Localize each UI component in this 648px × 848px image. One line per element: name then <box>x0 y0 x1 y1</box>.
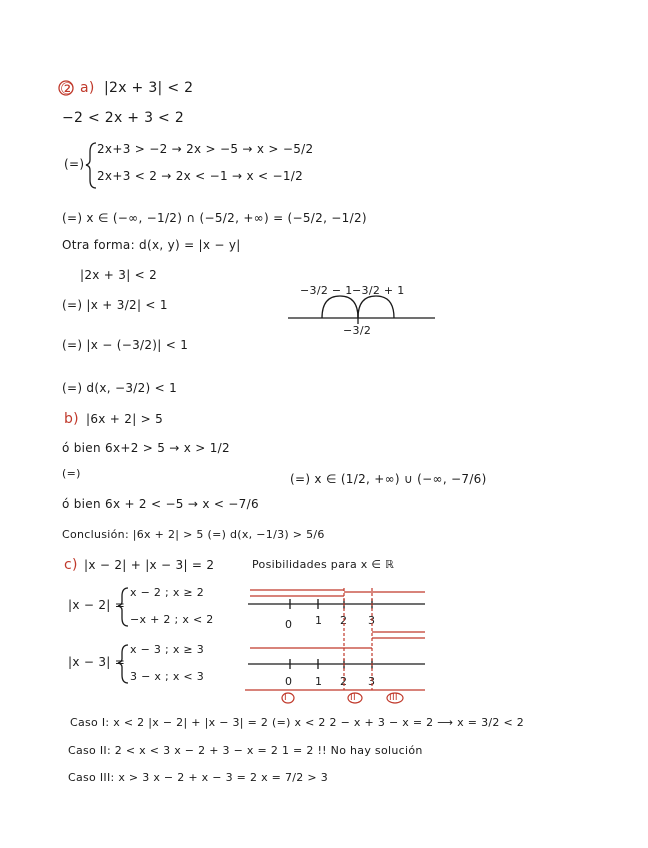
abs3-label: |x − 3| = <box>68 655 126 669</box>
tick-1-top: 1 <box>315 614 323 627</box>
line-10: |6x + 2| > 5 <box>86 412 164 426</box>
abs3-case-b: 3 − x ; x < 3 <box>130 670 205 683</box>
part-c-label: c) <box>64 557 78 573</box>
abs2-case-b: −x + 2 ; x < 2 <box>130 613 214 626</box>
line-15b: Posibilidades para x ∈ ℝ <box>252 558 395 571</box>
case-ii-marker: II <box>350 693 356 703</box>
tick-2-top: 2 <box>340 614 348 627</box>
equiv-symbol: (=) <box>64 157 85 171</box>
line-5: Otra forma: d(x, y) = |x − y| <box>62 238 241 252</box>
case-2-line: Caso II: 2 < x < 3 x − 2 + 3 − x = 2 1 = 2 !! No hay solución <box>68 744 423 757</box>
diagram1-label-left: −3/2 − 1 <box>300 284 353 297</box>
abs2-label: |x − 2| = <box>68 598 126 612</box>
system-line-2: 2x+3 < 2 → 2x < −1 → x < −1/2 <box>97 169 304 183</box>
abs2-brace <box>118 588 128 626</box>
line-11: ó bien 6x+2 > 5 → x > 1/2 <box>62 441 230 455</box>
abs3-case-a: x − 3 ; x ≥ 3 <box>130 643 205 656</box>
tick-3-top: 3 <box>368 614 376 627</box>
case-3-line: Caso III: x > 3 x − 2 + x − 3 = 2 x = 7/2 > 3 <box>68 771 329 784</box>
tick-3-bottom: 3 <box>368 675 376 688</box>
exercise-circle <box>59 81 73 95</box>
abs2-case-a: x − 2 ; x ≥ 2 <box>130 586 205 599</box>
part-b-label: b) <box>64 411 79 427</box>
exercise-number: ② <box>60 79 75 98</box>
line-12: (=) <box>62 467 81 480</box>
line-14: Conclusión: |6x + 2| > 5 (=) d(x, −1/3) > 5/6 <box>62 528 325 541</box>
tick-0-bottom: 0 <box>285 675 293 688</box>
diagram1-arc-right <box>358 296 394 318</box>
tick-2-bottom: 2 <box>340 675 348 688</box>
system-line-1: 2x+3 > −2 → 2x > −5 → x > −5/2 <box>97 142 314 156</box>
line-12b: (=) x ∈ (1/2, +∞) ∪ (−∞, −7/6) <box>290 472 487 486</box>
tick-1-bottom: 1 <box>315 675 323 688</box>
line-1: |2x + 3| < 2 <box>104 80 194 96</box>
line-9: (=) d(x, −3/2) < 1 <box>62 381 178 395</box>
diagram1-label-right: −3/2 + 1 <box>352 284 405 297</box>
line-7: (=) |x + 3/2| < 1 <box>62 298 168 312</box>
line-6: |2x + 3| < 2 <box>80 268 158 282</box>
tick-0-top: 0 <box>285 618 293 631</box>
case-i-circle <box>282 693 294 703</box>
part-a-label: a) <box>80 80 95 96</box>
diagram1-label-center: −3/2 <box>343 324 372 337</box>
case-ii-circle <box>348 693 362 703</box>
case-1-line: Caso I: x < 2 |x − 2| + |x − 3| = 2 (=) x < 2 2 − x + 3 − x = 2 ⟶ x = 3/2 < 2 <box>70 716 525 729</box>
line-13: ó bien 6x + 2 < −5 → x < −7/6 <box>62 497 259 511</box>
diagram1-arc-left <box>322 296 358 318</box>
case-iii-circle <box>387 693 403 703</box>
line-2: −2 < 2x + 3 < 2 <box>62 110 185 126</box>
line-4: (=) x ∈ (−∞, −1/2) ∩ (−5/2, +∞) = (−5/2, −1/2) <box>62 211 367 225</box>
case-iii-marker: III <box>389 693 398 703</box>
abs3-brace <box>118 645 128 683</box>
system-brace <box>86 143 96 188</box>
line-8: (=) |x − (−3/2)| < 1 <box>62 338 189 352</box>
case-i-marker: I <box>284 693 287 703</box>
line-15: |x − 2| + |x − 3| = 2 <box>84 558 215 572</box>
